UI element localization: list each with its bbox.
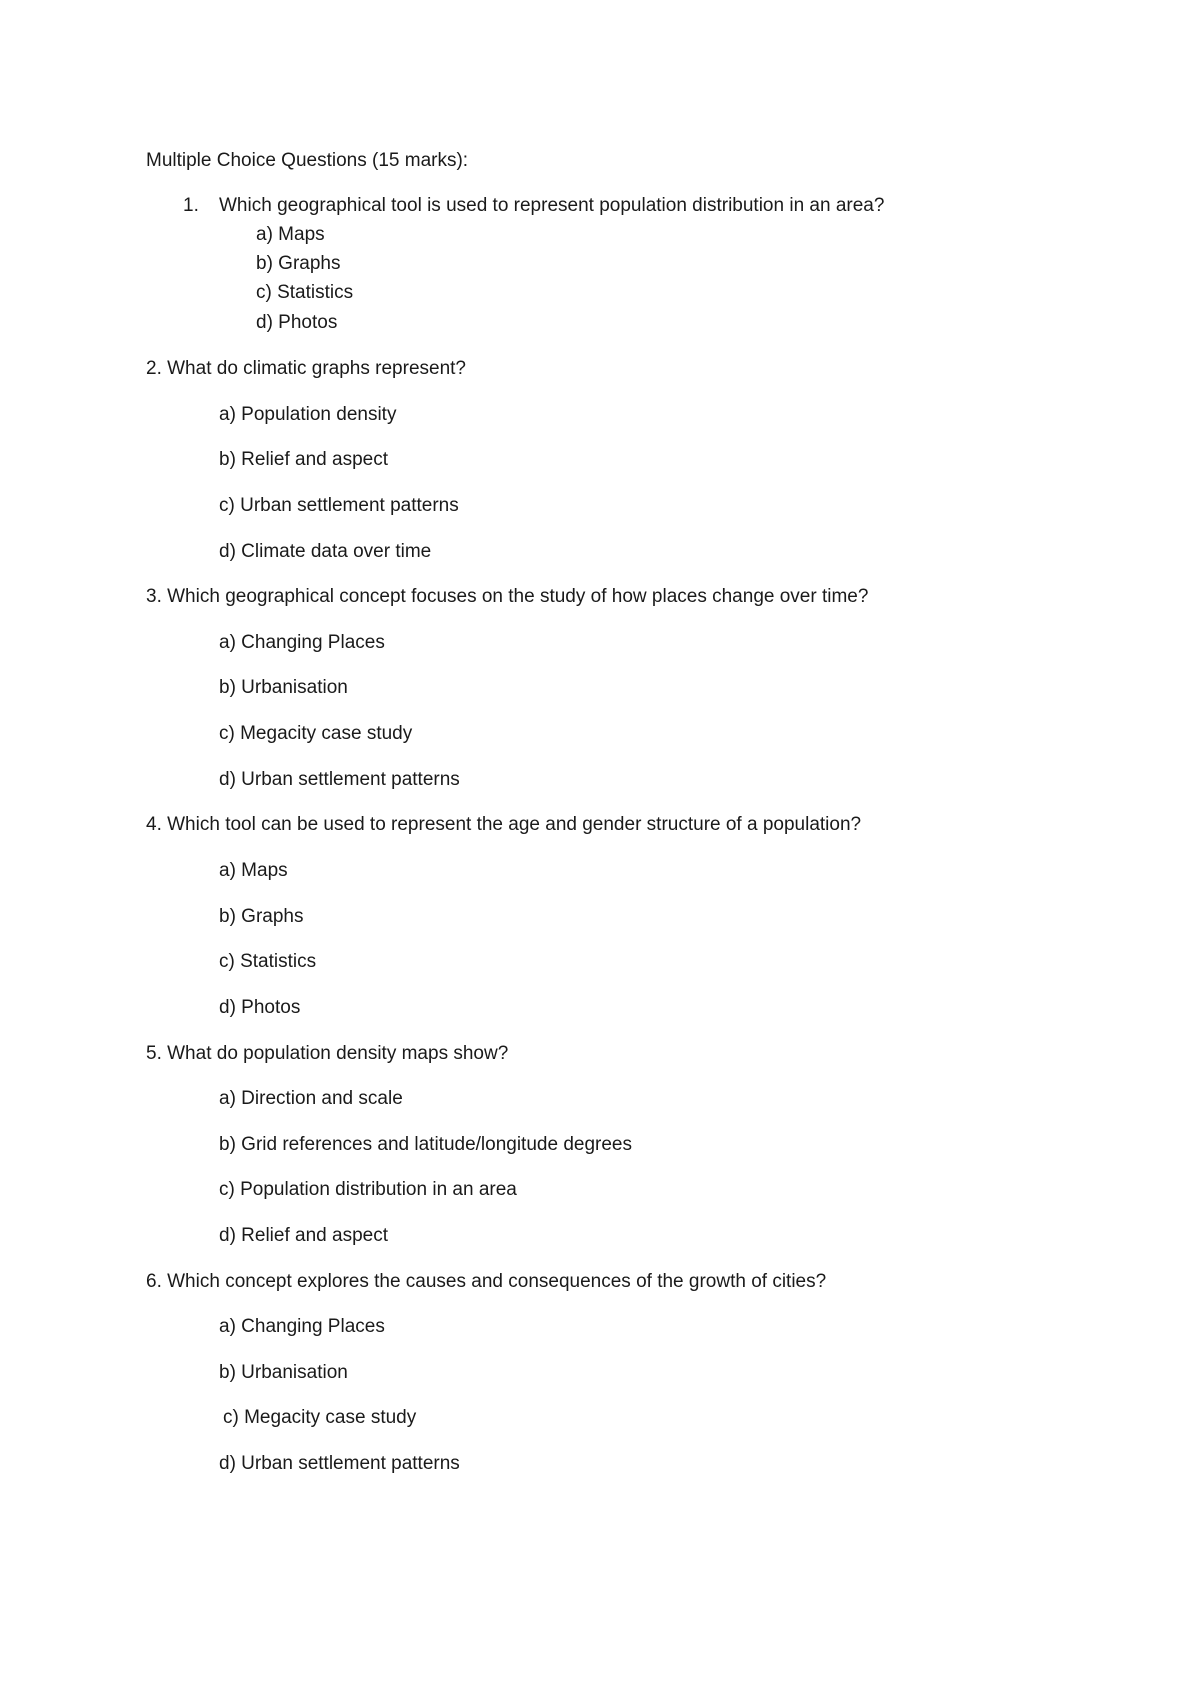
question-4-option-d: d) Photos [219,997,301,1018]
question-3-option-b: b) Urbanisation [219,677,348,698]
question-2-option-c: c) Urban settlement patterns [219,495,459,516]
question-6-option-c: c) Megacity case study [223,1407,417,1428]
question-1-option-b: b) Graphs [256,253,341,274]
question-1-number: 1. [183,195,199,216]
question-6-option-d: d) Urban settlement patterns [219,1453,460,1474]
question-3-option-d: d) Urban settlement patterns [219,769,460,790]
question-5-option-a: a) Direction and scale [219,1088,403,1109]
question-6-option-b: b) Urbanisation [219,1362,348,1383]
question-2-option-d: d) Climate data over time [219,541,432,562]
question-3-option-a: a) Changing Places [219,632,385,653]
question-3-option-c: c) Megacity case study [219,723,413,744]
question-1-option-d: d) Photos [256,312,338,333]
question-2-option-b: b) Relief and aspect [219,449,388,470]
question-6-option-a: a) Changing Places [219,1316,385,1337]
question-5-option-d: d) Relief and aspect [219,1225,388,1246]
question-4-option-c: c) Statistics [219,951,317,972]
page-heading: Multiple Choice Questions (15 marks): [146,150,469,171]
question-2-option-a: a) Population density [219,404,397,425]
question-4-option-a: a) Maps [219,860,288,881]
question-5-option-b: b) Grid references and latitude/longitude degrees [219,1134,632,1155]
question-4-text: 4. Which tool can be used to represent the age and gender structure of a population? [146,814,862,835]
question-6-text: 6. Which concept explores the causes and consequences of the growth of cities? [146,1271,827,1292]
question-5-text: 5. What do population density maps show? [146,1043,509,1064]
question-2-text: 2. What do climatic graphs represent? [146,358,466,379]
question-1-option-a: a) Maps [256,224,325,245]
question-3-text: 3. Which geographical concept focuses on the study of how places change over time? [146,586,869,607]
question-1-text: Which geographical tool is used to represent population distribution in an area? [219,195,885,216]
question-4-option-b: b) Graphs [219,906,304,927]
question-5-option-c: c) Population distribution in an area [219,1179,517,1200]
question-1-option-c: c) Statistics [256,282,354,303]
